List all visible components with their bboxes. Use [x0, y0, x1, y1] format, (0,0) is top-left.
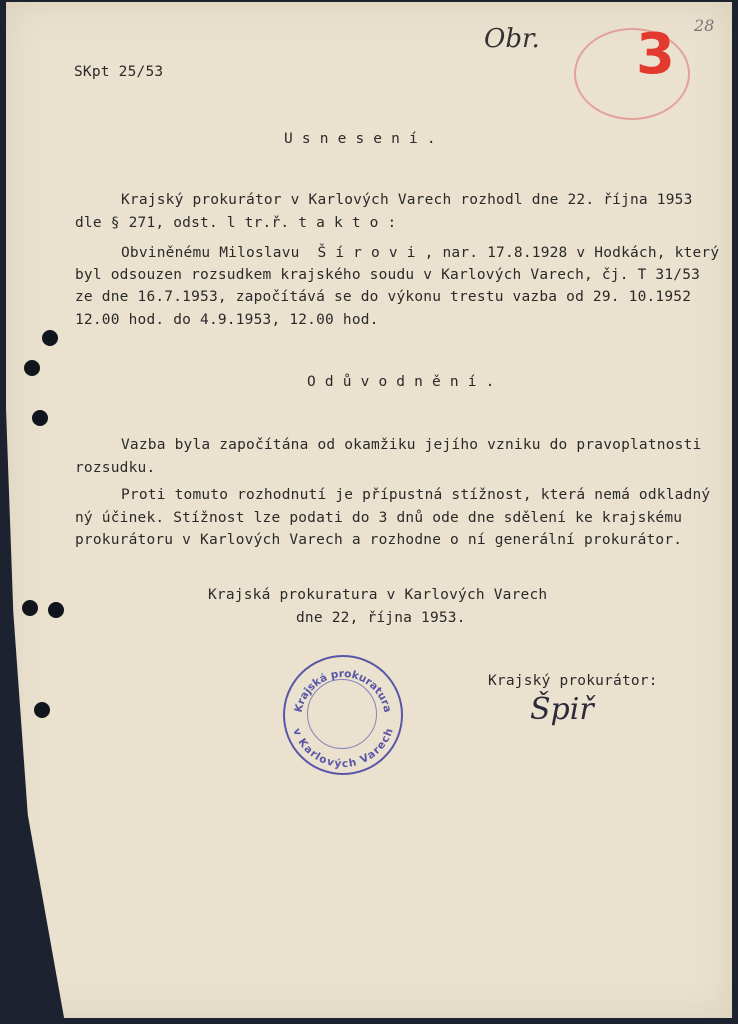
reasoning-line: Proti tomuto rozhodnutí je přípustná stížnost, která nemá odkladný	[121, 487, 711, 503]
handwritten-note: Obr.	[484, 24, 540, 54]
official-round-stamp	[283, 655, 403, 775]
reasoning-line: Vazba byla započítána od okamžiku jejího vzniku do pravoplatnosti	[121, 437, 702, 453]
decision-line: byl odsouzen rozsudkem krajského soudu v Karlových Varech, čj. T 31/53	[75, 267, 701, 283]
punch-hole	[22, 600, 38, 616]
stamp-text-top: Krajská prokuratura	[292, 667, 394, 714]
red-stamp-number: 3	[636, 22, 675, 87]
svg-text:Krajská prokuratura	[293, 668, 394, 714]
punch-hole	[42, 330, 58, 346]
decision-line: Obviněnému Miloslavu Š í r o v i , nar. 17.8.1928 v Hodkách, který	[121, 245, 720, 261]
reasoning-line: prokurátoru v Karlových Varech a rozhodne o ní generální prokurátor.	[75, 532, 683, 548]
reasoning-line: rozsudku.	[75, 460, 156, 476]
punch-hole	[48, 602, 64, 618]
stamp-text-bottom: v Karlových Varech	[290, 726, 396, 771]
signatory-title: Krajský prokurátor:	[488, 673, 658, 689]
document-reference: SKpt 25/53	[74, 64, 164, 80]
punch-hole	[34, 702, 50, 718]
reasoning-line: ný účinek. Stížnost lze podati do 3 dnů ode dne sdělení ke krajskému	[75, 510, 683, 526]
decision-line: dle § 271, odst. l tr.ř. t a k t o :	[75, 215, 397, 231]
document-title: U s n e s e n í .	[284, 131, 436, 147]
issuing-office: Krajská prokuratura v Karlových Varech	[208, 587, 548, 603]
stamp-text-ring	[285, 657, 401, 773]
decision-line: Krajský prokurátor v Karlových Varech rozhodl dne 22. října 1953	[121, 192, 693, 208]
svg-text:v Karlových Varech	[290, 727, 395, 770]
decision-line: 12.00 hod. do 4.9.1953, 12.00 hod.	[75, 312, 379, 328]
handwritten-page-number: 28	[694, 16, 715, 35]
punch-hole	[24, 360, 40, 376]
signature: Špiř	[530, 692, 594, 727]
reasoning-title: O d ů v o d n ě n í .	[307, 374, 495, 390]
decision-line: ze dne 16.7.1953, započítává se do výkonu trestu vazba od 29. 10.1952	[75, 289, 692, 305]
punch-hole	[32, 410, 48, 426]
issue-date: dne 22, října 1953.	[296, 610, 466, 626]
